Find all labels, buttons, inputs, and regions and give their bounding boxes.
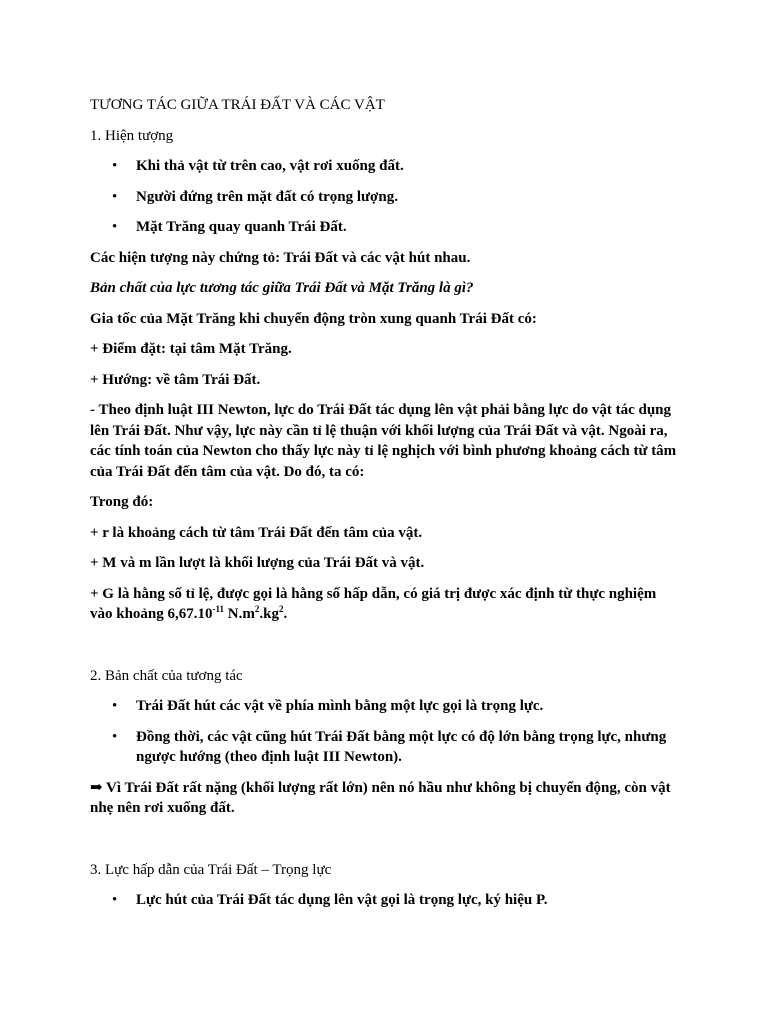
section-1-heading: 1. Hiện tượng (90, 127, 174, 144)
document-title: TƯƠNG TÁC GIỮA TRÁI ĐẤT VÀ CÁC VẬT (90, 97, 385, 113)
bullet-icon: • (112, 892, 118, 908)
direction-text: + Hướng: về tâm Trái Đất. (90, 371, 261, 388)
list-item-text: Khi thả vật từ trên cao, vật rơi xuống đất. (136, 158, 404, 174)
newton-paragraph: - Theo định luật III Newton, lực do Trái Đất tác dụng lên vật phải bằng lực do vật tác dụng lên Trái Đất. Như vậy, lực này cần tỉ lệ thuận với khối lượng của Trái Đất và vật. Ngoài ra, các tính toán của Newton cho thấy lực này tỉ lệ nghịch với bình phương khoảng cách từ tâm của Trái Đất đến tâm của vật. Do đó, ta có: (90, 402, 677, 480)
g-definition (90, 584, 678, 625)
point-of-application: + Điểm đặt: tại tâm Mặt Trăng. (90, 341, 292, 357)
bullet-icon: • (112, 219, 118, 235)
list-item (90, 217, 678, 238)
section-1-conclusion: Các hiện tượng này chứng tỏ: Trái Đất và các vật hút nhau. (90, 249, 471, 266)
section-1-question: Bản chất của lực tương tác giữa Trái Đất và Mặt Trăng là gì? (90, 280, 474, 296)
r-definition: + r là khoảng cách từ tâm Trái Đất đến tâm của vật. (90, 524, 423, 541)
list-item (90, 890, 678, 911)
g-exponent: -11 (212, 604, 225, 614)
where-label: Trong đó: (90, 494, 154, 510)
g-unit-kg: .kg (259, 606, 279, 622)
spacer (90, 829, 678, 860)
list-item-text: Trái Đất hút các vật về phía mình bằng một lực gọi là trọng lực. (136, 698, 544, 714)
g-unit-n: N.m (224, 606, 255, 622)
bullet-icon: • (112, 158, 118, 174)
section-2-conclusion: ➡ Vì Trái Đất rất nặng (khối lượng rất lớn) nên nó hầu như không bị chuyển động, còn vật nhẹ nên rơi xuống đất. (90, 779, 671, 816)
list-item-text: Mặt Trăng quay quanh Trái Đất. (136, 219, 347, 235)
section-3-heading: 3. Lực hấp dẫn của Trái Đất – Trọng lực (90, 861, 332, 878)
list-item (90, 727, 678, 768)
g-unit-exp-kg: 2 (278, 604, 284, 614)
section-3-bullet-list (90, 890, 678, 911)
acceleration-intro: Gia tốc của Mặt Trăng khi chuyển động tròn xung quanh Trái Đất có: (90, 310, 537, 327)
g-definition-text: + G là hằng số tỉ lệ, được gọi là hằng số hấp dẫn, có giá trị được xác định từ thực nghiệm vào khoảng 6,67.10 (90, 585, 657, 622)
list-item-text: Đồng thời, các vật cũng hút Trái Đất bằng một lực có độ lớn bằng trọng lực, nhưng ngược hướng (theo định luật III Newton). (136, 728, 667, 765)
section-2-heading: 2. Bản chất của tương tác (90, 667, 243, 684)
list-item (90, 696, 678, 717)
list-item-text: Người đứng trên mặt đất có trọng lượng. (136, 188, 398, 205)
g-end: . (283, 606, 288, 622)
bullet-icon: • (112, 728, 118, 745)
section-1-bullet-list (90, 156, 678, 238)
list-item (90, 156, 678, 177)
list-item-text: Lực hút của Trái Đất tác dụng lên vật gọi là trọng lực, ký hiệu P. (136, 892, 548, 908)
section-2-bullet-list (90, 696, 678, 768)
bullet-icon: • (112, 698, 118, 714)
bullet-icon: • (112, 188, 118, 205)
spacer (90, 635, 678, 666)
g-unit-exp-m: 2 (254, 604, 260, 614)
mass-definition: + M và m lần lượt là khối lượng của Trái Đất và vật. (90, 555, 425, 571)
list-item (90, 187, 678, 208)
